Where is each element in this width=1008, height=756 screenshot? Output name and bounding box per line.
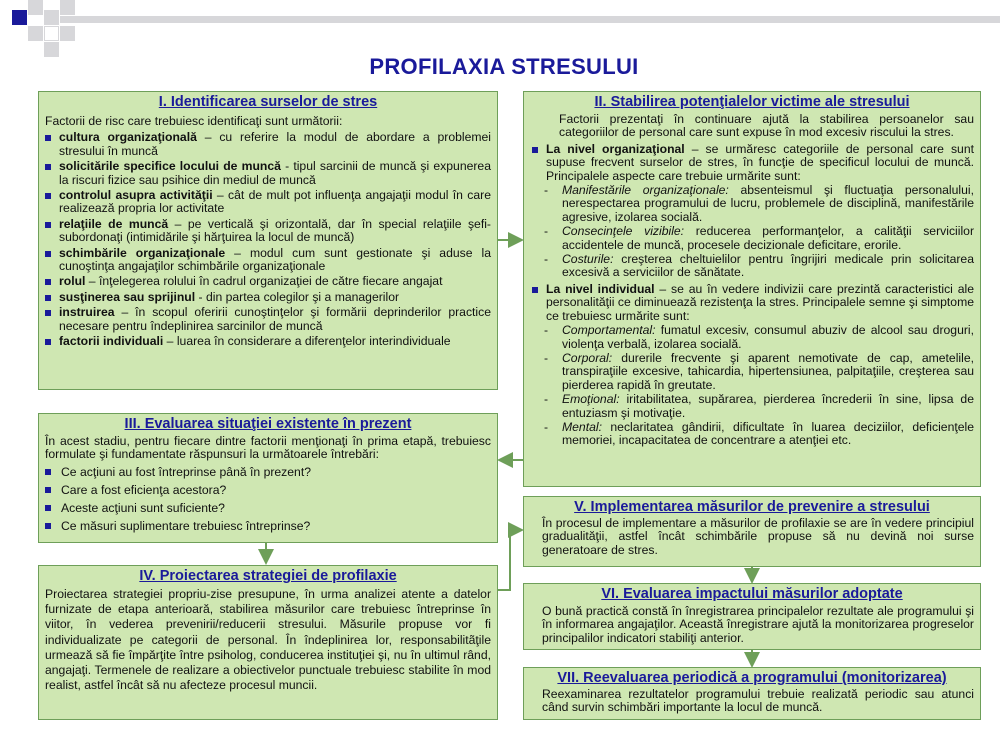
- victims-list: [530, 143, 974, 448]
- evaluation-questions-list: [45, 465, 491, 534]
- box-identification-heading: I. Identificarea surselor de stres: [158, 94, 378, 110]
- box-monitoring-heading: VII. Reevaluarea periodică a programului (monitorizarea): [557, 670, 947, 686]
- list-item: - Costurile: creşterea cheltuielilor pentru îngrijiri medicale prin solicitarea excesivă a serviciilor de sănătate.: [562, 253, 974, 280]
- list-item: Aceste acţiuni sunt suficiente?: [45, 501, 491, 516]
- list-item-individual: La nivel individual – se au în vedere indivizii care prezintă caracteristici ale personalităţii ce diminuează rezistenţa la stres. Principalele semne şi simptome ce trebuiesc urmărite sunt:: [530, 283, 974, 323]
- box-monitoring: [523, 667, 981, 720]
- list-item: controlul asupra activităţii – cât de mult pot influenţa angajaţii modul în care realizează propria lor activitate: [45, 189, 491, 216]
- box-impact: [523, 583, 981, 650]
- list-item-organizational: La nivel organizaţional – se urmăresc categoriile de personal care sunt supuse frecvent surselor de stres, în funcţie de specificul locului de muncă. Principalele aspecte care trebuie urmărite sunt:: [530, 143, 974, 183]
- box-victims: [523, 91, 981, 487]
- list-item: solicitările specifice locului de muncă - tipul sarcinii de muncă şi expunerea la riscuri fizice sau psihice din mediul de muncă: [45, 160, 491, 187]
- arrow-iv-to-v: [498, 530, 520, 590]
- box-implementation: [523, 496, 981, 567]
- box-implementation-text: În procesul de implementare a măsurilor de profilaxie se are în vedere principiul gradualităţii, astfel încât schimbările propuse să nu devină noi surse generatoare de stres.: [542, 516, 974, 557]
- box-monitoring-text: Reexaminarea rezultatelor programului trebuie realizată periodic sau atunci când survin schimbări importante la locul de muncă.: [542, 687, 974, 715]
- list-item: Ce măsuri suplimentare trebuiesc întreprinse?: [45, 519, 491, 534]
- box-identification: [38, 91, 498, 390]
- box-evaluation-intro: În acest stadiu, pentru fiecare dintre factorii menţionaţi în prima etapă, trebuiesc formulate şi fundamentate răspunsuri la următoarele întrebări:: [45, 434, 491, 462]
- box-strategy: [38, 565, 498, 720]
- list-item: - Comportamental: fumatul excesiv, consumul abuziv de alcool sau droguri, violenţa verbală, izolarea socială.: [562, 324, 974, 351]
- box-evaluation-heading: III. Evaluarea situaţiei existente în prezent: [124, 416, 412, 432]
- list-item: Care a fost eficienţa acestora?: [45, 483, 491, 498]
- box-strategy-heading: IV. Proiectarea strategiei de profilaxie: [139, 568, 397, 584]
- box-strategy-text: Proiectarea strategiei propriu-zise presupune, în urma analizei atente a datelor furnizate de etapa anterioară, stabilirea măsurilor care trebuiesc întreprinse în viitor, în vederea prevenirii/reducerii stresului. Măsurile propuse vor fi individualizate pe categorii de personal. În îndeplinirea lor, responsabilitãţile urmează să fie împărţite între psiholog, conducerea instituţiei şi, nu în ultimul rând, angajaţi. Termenele de realizare a obiectivelor punctuale trebuiesc stabilite în mod realist, astfel încât să nu afecteze procesul muncii.: [45, 587, 491, 693]
- box-impact-heading: VI. Evaluarea impactului măsurilor adoptate: [601, 586, 903, 602]
- list-item: - Mental: neclaritatea gândirii, dificultate în luarea deciziilor, deficienţele memoriei, incapacitatea de concentrare a atenţiei etc.: [562, 421, 974, 448]
- box-victims-intro: Factorii prezentaţi în continuare ajută la stabilirea persoanelor sau categoriilor de personal care sunt expuse în mod excesiv riscului la stres.: [559, 112, 974, 140]
- box-victims-heading: II. Stabilirea potenţialelor victime ale stresului: [594, 94, 910, 110]
- list-item: cultura organizaţională – cu referire la modul de abordare a problemei stresului în muncă: [45, 131, 491, 158]
- list-item: schimbările organizaţionale – modul cum sunt gestionate şi aduse la cunoştinţa angajaţilor schimbările organizaţionale: [45, 247, 491, 274]
- box-impact-text: O bună practică constă în înregistrarea principalelor rezultate ale programului şi în informarea angajaţilor. Această înregistrare ajută la monitorizarea progreselor principalilor indicatori stabiliţi anterior.: [542, 604, 974, 645]
- list-item: relaţiile de muncă – pe verticală şi orizontală, dar în special relaţiile şefi-subordonaţi (intimidările şi hărţuirea la locul de muncă): [45, 218, 491, 245]
- box-identification-intro: Factorii de risc care trebuiesc identificaţi sunt următorii:: [45, 114, 343, 128]
- box-evaluation: [38, 413, 498, 543]
- list-item: instruirea – în scopul oferirii cunoştinţelor şi formării deprinderilor practice necesare pentru îndeplinirea sarcinilor de muncă: [45, 306, 491, 333]
- list-item: - Consecinţele vizibile: reducerea performanţelor, a calităţii serviciilor accidentele de muncă, procesele decizionale deficitare, erorile.: [562, 225, 974, 252]
- list-item: factorii individuali – luarea în considerare a diferenţelor interindividuale: [45, 335, 491, 348]
- risk-factors-list: [45, 131, 491, 348]
- list-item: - Emoţional: iritabilitatea, supărarea, pierderea încrederii în sine, lipsa de entuziasm şi motivaţie.: [562, 393, 974, 420]
- page-title: PROFILAXIA STRESULUI: [369, 54, 639, 79]
- list-item: susţinerea sau sprijinul - din partea colegilor şi a managerilor: [45, 291, 491, 304]
- list-item: Ce acţiuni au fost întreprinse până în prezent?: [45, 465, 491, 480]
- list-item: rolul – înţelegerea rolului în cadrul organizaţiei de către fiecare angajat: [45, 275, 491, 288]
- list-item: - Corporal: durerile frecvente şi aparent nemotivate de cap, ametelile, transpiraţiile excesive, tahicardia, hipertensiunea, palpitaţiile, creşterea sau pierderea rapidă în greutate.: [562, 352, 974, 392]
- list-item: - Manifestările organizaţionale: absenteismul şi fluctuaţia personalului, nerespectarea programului de lucru, problemele de disciplină, manifestările agresive, izolarea socială.: [562, 184, 974, 224]
- box-implementation-heading: V. Implementarea măsurilor de prevenire a stresului: [574, 499, 930, 515]
